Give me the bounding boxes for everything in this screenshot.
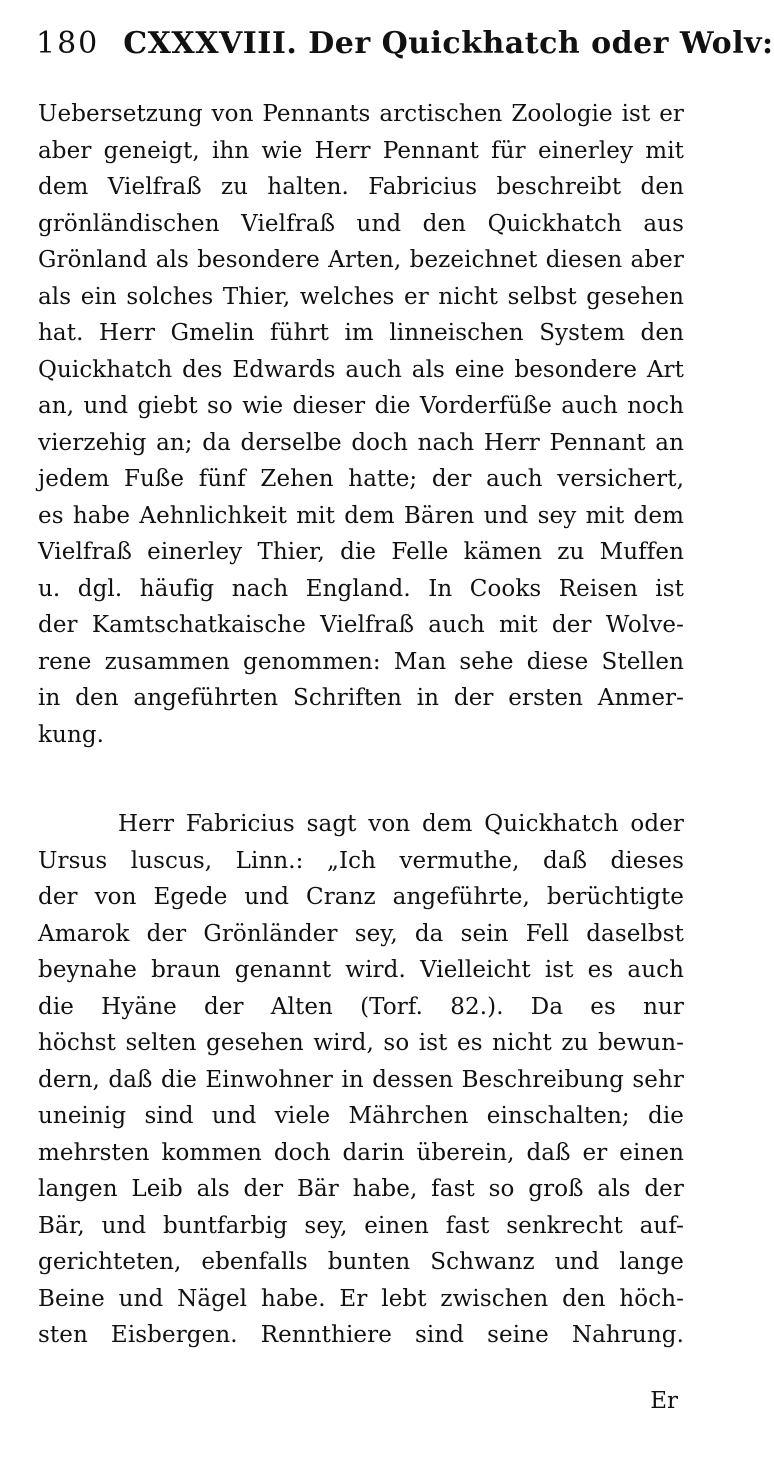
- text-line: jedem Fuße fünf Zehen hatte; der auch versichert,: [38, 466, 684, 492]
- text-line: vierzehig an; da derselbe doch nach Herr Pennant an: [38, 429, 684, 456]
- text-line: Amarok der Grönländer sey, da sein Fell daselbst: [38, 920, 684, 947]
- text-line: Grönland als besondere Arten, bezeichnet diesen aber: [38, 247, 684, 273]
- text-line: Vielfraß einerley Thier, die Felle kämen zu Muffen: [38, 539, 684, 565]
- text-line: der von Egede und Cranz angeführte, berüchtigte: [38, 884, 684, 910]
- text-line: die Hyäne der Alten (Torf. 82.). Da es nur: [38, 993, 684, 1020]
- text-line: hat. Herr Gmelin führt im linneischen System den: [38, 320, 684, 346]
- text-line: der Kamtschatkaische Vielfraß auch mit der Wolve-: [38, 612, 684, 638]
- text-line: Quickhatch des Edwards auch als eine besondere Art: [38, 356, 684, 383]
- text-line: aber geneigt, ihn wie Herr Pennant für einerley mit: [38, 137, 684, 164]
- text-line: an, und giebt so wie dieser die Vorderfüße auch noch: [38, 393, 684, 419]
- text-line: Uebersetzung von Pennants arctischen Zoologie ist er: [38, 101, 684, 127]
- text-line: kung.: [38, 721, 105, 748]
- text-line: beynahe braun genannt wird. Vielleicht ist es auch: [38, 957, 684, 983]
- running-head: CXXXVIII. Der Quickhatch oder Wolv:: [123, 26, 774, 61]
- text-line: Herr Fabricius sagt von dem Quickhatch oder: [118, 811, 684, 837]
- catchword: Er: [650, 1388, 678, 1414]
- text-line: Ursus luscus, Linn.: „Ich vermuthe, daß dieses: [38, 847, 684, 874]
- paragraph-2: [38, 806, 684, 1354]
- paragraph-1: [38, 96, 684, 753]
- page-header: [36, 26, 774, 74]
- text-line: es habe Aehnlichkeit mit dem Bären und sey mit dem: [38, 502, 684, 529]
- text-line: dem Vielfraß zu halten. Fabricius beschreibt den: [38, 174, 684, 200]
- text-line: uneinig sind und viele Mährchen einschalten; die: [38, 1103, 684, 1129]
- text-line: als ein solches Thier, welches er nicht selbst gesehen: [38, 283, 684, 310]
- text-line: Bär, und buntfarbig sey, einen fast senkrecht auf-: [38, 1212, 684, 1239]
- text-line: Beine und Nägel habe. Er lebt zwischen den höch-: [38, 1285, 684, 1312]
- text-line: u. dgl. häufig nach England. In Cooks Reisen ist: [38, 575, 684, 602]
- text-line: mehrsten kommen doch darin überein, daß er einen: [38, 1139, 684, 1166]
- text-line: gerichteten, ebenfalls bunten Schwanz und lange: [38, 1249, 684, 1275]
- text-line: in den angeführten Schriften in der ersten Anmer-: [38, 685, 684, 711]
- page-number: 180: [36, 26, 100, 61]
- text-line: rene zusammen genommen: Man sehe diese Stellen: [38, 648, 684, 675]
- text-line: höchst selten gesehen wird, so ist es nicht zu bewun-: [38, 1030, 684, 1056]
- text-line: sten Eisbergen. Rennthiere sind seine Nahrung.: [38, 1322, 684, 1348]
- text-line: langen Leib als der Bär habe, fast so groß als der: [38, 1176, 684, 1202]
- text-line: grönländischen Vielfraß und den Quickhatch aus: [38, 210, 684, 237]
- text-line: dern, daß die Einwohner in dessen Beschreibung sehr: [38, 1066, 684, 1093]
